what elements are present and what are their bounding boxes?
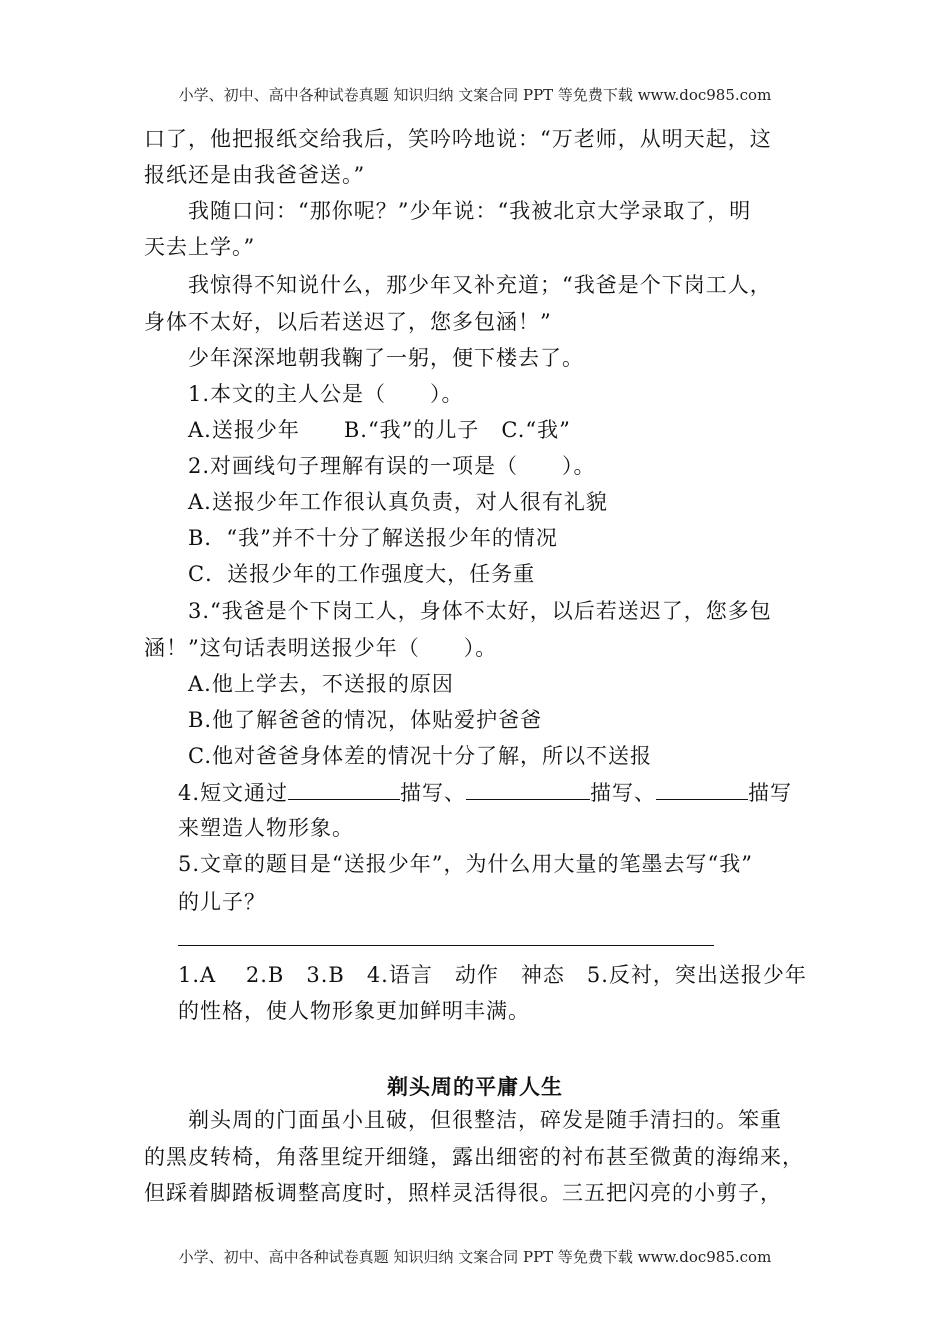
question-3-option-c: C.他对爸爸身体差的情况十分了解，所以不送报 <box>188 744 652 768</box>
question-4-line-2: 来塑造人物形象。 <box>178 816 354 840</box>
question-1-options: A.送报少年 B.“我”的儿子 C.“我” <box>188 418 571 442</box>
question-3-option-b: B.他了解爸爸的情况，体贴爱护爸爸 <box>188 708 543 732</box>
passage-line: 口了，他把报纸交给我后，笑吟吟地说：“万老师，从明天起，这 <box>144 127 772 151</box>
question-3-line-1: 3.“我爸是个下岗工人，身体不太好，以后若送迟了，您多包 <box>188 599 772 623</box>
passage-line: 报纸还是由我爸爸送。” <box>144 163 366 187</box>
passage-line: 我随口问：“那你呢？”少年说：“我被北京大学录取了，明 <box>188 199 752 223</box>
question-2: 2.对画线句子理解有误的一项是（ ）。 <box>188 454 596 478</box>
question-4-line-1 <box>178 779 792 806</box>
passage-line: 天去上学。” <box>144 235 256 259</box>
answer-blank[interactable] <box>656 779 748 800</box>
page-footer: 小学、初中、高中各种试卷真题 知识归纳 文案合同 PPT 等免费下载 www.doc985.com <box>178 1248 772 1266</box>
passage-line: 少年深深地朝我鞠了一躬，便下楼去了。 <box>188 346 584 370</box>
answer-blank[interactable] <box>466 779 590 800</box>
question-1: 1.本文的主人公是（ ）。 <box>188 382 464 406</box>
question-5-line-2: 的儿子？ <box>178 890 266 914</box>
question-5-line-1: 5.文章的题目是“送报少年”，为什么用大量的笔墨去写“我” <box>178 852 753 876</box>
question-3-option-a: A.他上学去，不送报的原因 <box>188 672 454 696</box>
answer-key-line-1: 1.A 2.B 3.B 4.语言 动作 神态 5.反衬，突出送报少年 <box>178 963 807 987</box>
answer-blank[interactable] <box>288 779 400 800</box>
question-3-line-2: 涵！”这句话表明送报少年（ ）。 <box>144 636 498 660</box>
question-4-text: 描写 <box>748 781 793 805</box>
page-header: 小学、初中、高中各种试卷真题 知识归纳 文案合同 PPT 等免费下载 www.doc985.com <box>178 86 772 104</box>
question-2-option-b: B．“我”并不十分了解送报少年的情况 <box>188 526 558 550</box>
question-4-text: 描写、 <box>590 781 657 805</box>
passage-line: 身体不太好，以后若送迟了，您多包涵！” <box>144 310 552 334</box>
question-2-option-a: A.送报少年工作很认真负责，对人很有礼貌 <box>188 490 608 514</box>
question-2-option-c: C．送报少年的工作强度大，任务重 <box>188 562 536 586</box>
article-line: 但踩着脚踏板调整高度时，照样灵活得很。三五把闪亮的小剪子， <box>144 1181 782 1205</box>
article-line: 的黑皮转椅，角落里绽开细缝，露出细密的衬布甚至微黄的海绵来， <box>144 1145 804 1169</box>
answer-key-line-2: 的性格，使人物形象更加鲜明丰满。 <box>178 999 530 1023</box>
answer-line[interactable] <box>178 945 714 946</box>
article-title: 剃头周的平庸人生 <box>387 1075 563 1099</box>
question-4-text: 描写、 <box>400 781 467 805</box>
question-4-prefix: 4.短文通过 <box>178 781 289 805</box>
article-line: 剃头周的门面虽小且破，但很整洁，碎发是随手清扫的。笨重 <box>188 1108 782 1132</box>
passage-line: 我惊得不知说什么，那少年又补充道；“我爸是个下岗工人， <box>188 273 772 297</box>
